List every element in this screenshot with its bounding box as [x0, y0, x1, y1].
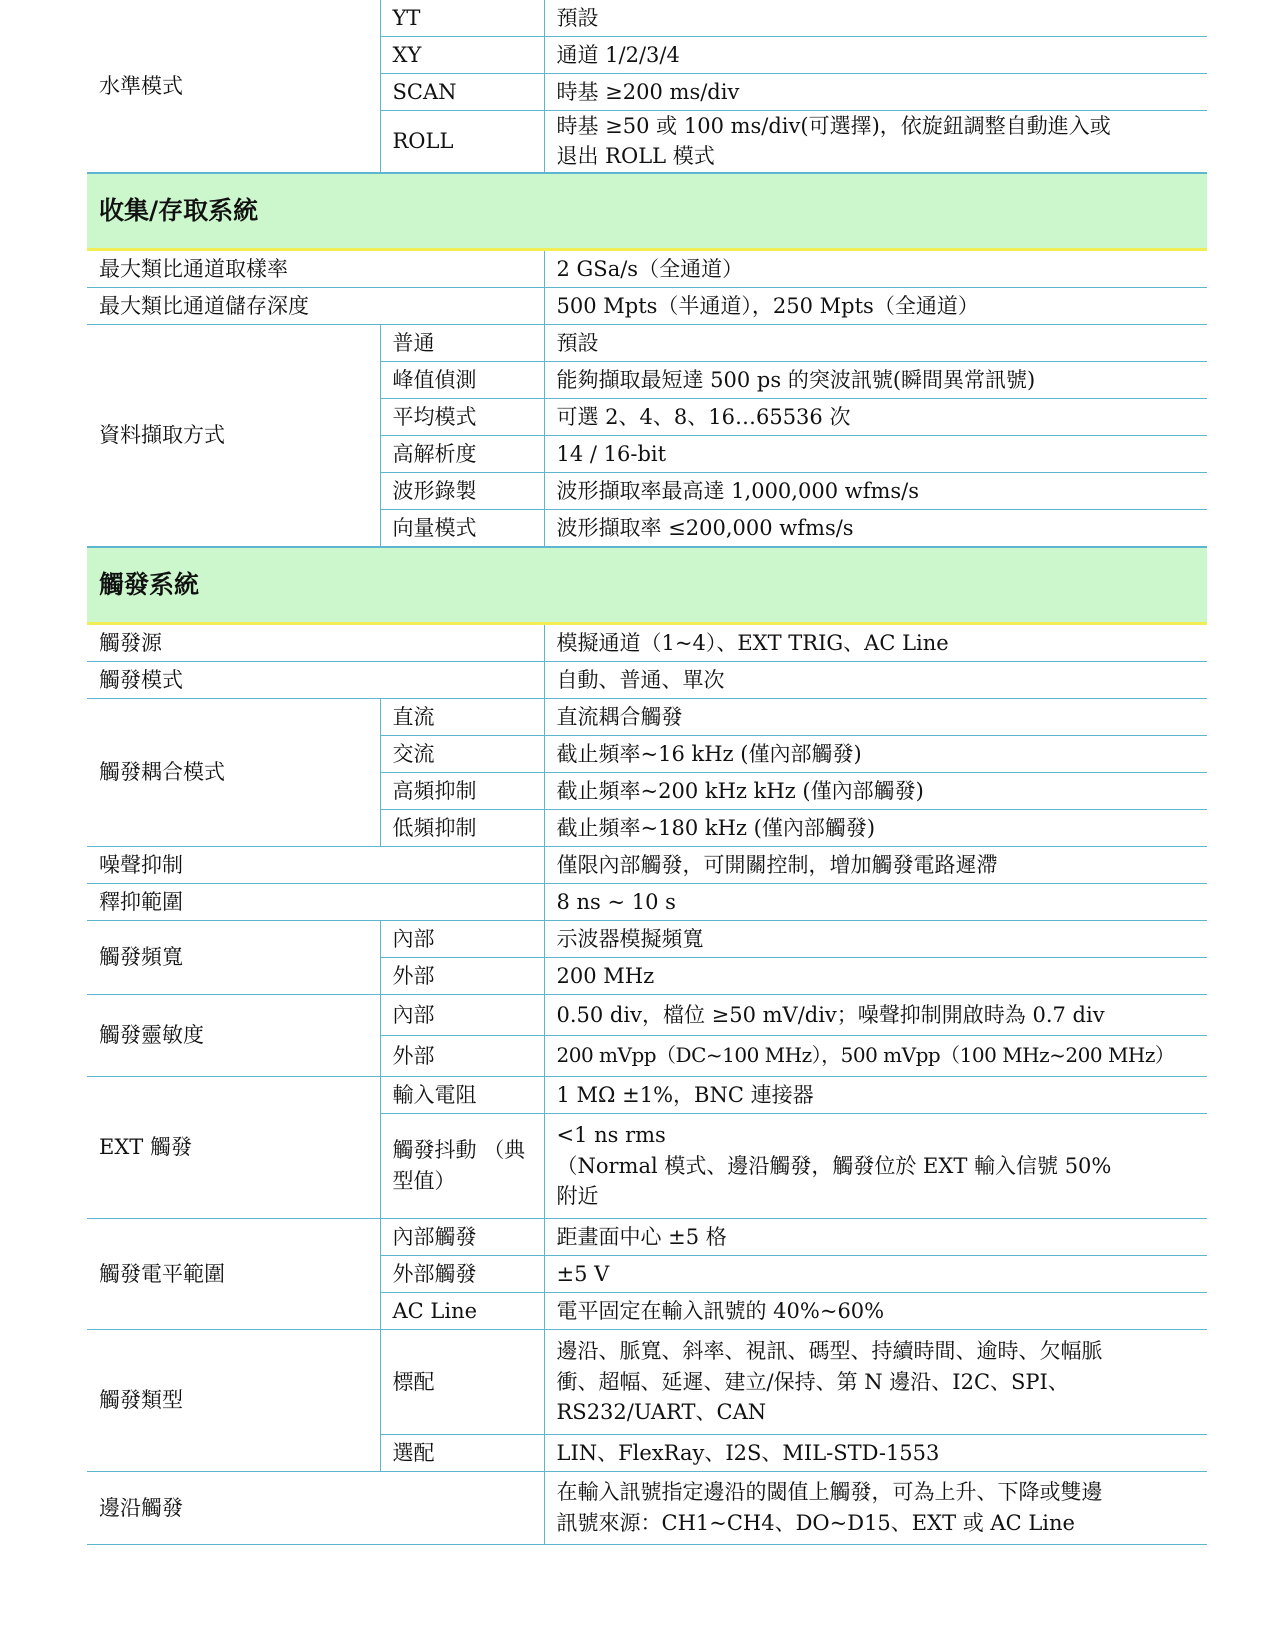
value: 500 Mpts（半通道），250 Mpts（全通道）	[544, 287, 1207, 324]
value: 自動、普通、單次	[544, 661, 1207, 698]
value	[544, 1329, 1207, 1434]
row-label: 資料擷取方式	[87, 324, 380, 547]
row-label: 最大類比通道取樣率	[87, 249, 544, 287]
row-label: 水準模式	[87, 0, 380, 173]
table-row	[87, 1471, 1207, 1544]
sub-label: 平均模式	[380, 398, 544, 435]
sub-label: 波形錄製	[380, 472, 544, 509]
value: 截止頻率~200 kHz kHz (僅內部觸發)	[544, 772, 1207, 809]
value-line: 衝、超幅、延遲、建立/保持、第 N 邊沿、I2C、SPI、	[556, 1369, 1069, 1394]
sub-label: 交流	[380, 735, 544, 772]
sub-label: 直流	[380, 698, 544, 735]
sub-label: 內部	[380, 994, 544, 1035]
section-title: 觸發系統	[87, 547, 1207, 624]
sub-label: 輸入電阻	[380, 1076, 544, 1113]
sub-label: ROLL	[380, 111, 544, 173]
section-header	[87, 547, 1207, 624]
sub-label: YT	[380, 0, 544, 37]
value: 0.50 div，檔位 ≥50 mV/div；噪聲抑制開啟時為 0.7 div	[544, 994, 1207, 1035]
row-label: 觸發頻寬	[87, 920, 380, 994]
row-label: 最大類比通道儲存深度	[87, 287, 544, 324]
table-row	[87, 287, 1207, 324]
sub-label: AC Line	[380, 1292, 544, 1329]
sub-label-line: 觸發抖動	[392, 1138, 477, 1163]
value-line: 退出 ROLL 模式	[556, 144, 715, 169]
sub-label: 外部觸發	[380, 1255, 544, 1292]
value-line: 訊號來源：CH1~CH4、DO~D15、EXT 或 AC Line	[556, 1510, 1075, 1535]
table-row	[87, 1329, 1207, 1434]
row-label: 觸發耦合模式	[87, 698, 380, 846]
row-label: 釋抑範圍	[87, 883, 544, 920]
value	[544, 1471, 1207, 1544]
value: 模擬通道（1~4）、EXT TRIG、AC Line	[544, 623, 1207, 661]
value: LIN、FlexRay、I2S、MIL-STD-1553	[544, 1434, 1207, 1471]
value: 能夠擷取最短達 500 ps 的突波訊號(瞬間異常訊號)	[544, 361, 1207, 398]
table-row	[87, 1076, 1207, 1113]
value: 2 GSa/s（全通道）	[544, 249, 1207, 287]
sub-label: SCAN	[380, 74, 544, 111]
row-label: 觸發類型	[87, 1329, 380, 1471]
row-label: 邊沿觸發	[87, 1471, 544, 1544]
value-line: （Normal 模式、邊沿觸發，觸發位於 EXT 輸入信號 50%	[556, 1153, 1112, 1178]
sub-label: 標配	[380, 1329, 544, 1434]
table-row	[87, 324, 1207, 361]
table-row	[87, 1218, 1207, 1255]
sub-label: 低頻抑制	[380, 809, 544, 846]
table-row	[87, 994, 1207, 1035]
sub-label: 向量模式	[380, 509, 544, 547]
value: 預設	[544, 324, 1207, 361]
value	[544, 111, 1207, 173]
sub-label: 高解析度	[380, 435, 544, 472]
value: 通道 1/2/3/4	[544, 37, 1207, 74]
value: 波形擷取率最高達 1,000,000 wfms/s	[544, 472, 1207, 509]
value: 時基 ≥200 ms/div	[544, 74, 1207, 111]
value: 1 MΩ ±1%，BNC 連接器	[544, 1076, 1207, 1113]
table-row	[87, 883, 1207, 920]
sub-label: 內部觸發	[380, 1218, 544, 1255]
table-row	[87, 920, 1207, 957]
value: 距畫面中心 ±5 格	[544, 1218, 1207, 1255]
table-row	[87, 698, 1207, 735]
value: 14 / 16-bit	[544, 435, 1207, 472]
value: 200 MHz	[544, 957, 1207, 994]
value: 波形擷取率 ≤200,000 wfms/s	[544, 509, 1207, 547]
table-row	[87, 0, 1207, 37]
sub-label: 外部	[380, 957, 544, 994]
value: 200 mVpp（DC~100 MHz），500 mVpp（100 MHz~200 MHz）	[544, 1035, 1207, 1076]
sub-label: 選配	[380, 1434, 544, 1471]
sub-label	[380, 1113, 544, 1218]
value: 示波器模擬頻寬	[544, 920, 1207, 957]
value: 可選 2、4、8、16…65536 次	[544, 398, 1207, 435]
sub-label: XY	[380, 37, 544, 74]
value-line: 在輸入訊號指定邊沿的閾值上觸發，可為上升、下降或雙邊	[556, 1480, 1103, 1505]
spec-table	[87, 0, 1207, 1545]
sub-label: 內部	[380, 920, 544, 957]
row-label: 觸發電平範圍	[87, 1218, 380, 1329]
row-label: 觸發模式	[87, 661, 544, 698]
value: 預設	[544, 0, 1207, 37]
row-label: 觸發靈敏度	[87, 994, 380, 1076]
sub-label-line: （典型值）	[392, 1138, 526, 1193]
value-line: 邊沿、脈寬、斜率、視訊、碼型、持續時間、逾時、欠幅脈	[556, 1339, 1103, 1364]
row-label: EXT 觸發	[87, 1076, 380, 1218]
section-title: 收集/存取系統	[87, 173, 1207, 250]
value: 電平固定在輸入訊號的 40%~60%	[544, 1292, 1207, 1329]
table-row	[87, 623, 1207, 661]
sub-label: 峰值偵測	[380, 361, 544, 398]
sub-label: 普通	[380, 324, 544, 361]
value: 截止頻率~180 kHz (僅內部觸發)	[544, 809, 1207, 846]
sub-label: 高頻抑制	[380, 772, 544, 809]
value: 8 ns ~ 10 s	[544, 883, 1207, 920]
value-line: 時基 ≥50 或 100 ms/div(可選擇)，依旋鈕調整自動進入或	[556, 114, 1111, 138]
section-header	[87, 173, 1207, 250]
sub-label: 外部	[380, 1035, 544, 1076]
table-row	[87, 661, 1207, 698]
value-line: RS232/UART、CAN	[556, 1400, 767, 1425]
value: ±5 V	[544, 1255, 1207, 1292]
table-row	[87, 249, 1207, 287]
value: 僅限內部觸發，可開關控制，增加觸發電路遲滯	[544, 846, 1207, 883]
row-label: 觸發源	[87, 623, 544, 661]
value	[544, 1113, 1207, 1218]
value-line: <1 ns rms	[556, 1123, 666, 1148]
row-label: 噪聲抑制	[87, 846, 544, 883]
value: 直流耦合觸發	[544, 698, 1207, 735]
table-row	[87, 846, 1207, 883]
value-line: 附近	[556, 1184, 599, 1209]
value: 截止頻率~16 kHz (僅內部觸發)	[544, 735, 1207, 772]
